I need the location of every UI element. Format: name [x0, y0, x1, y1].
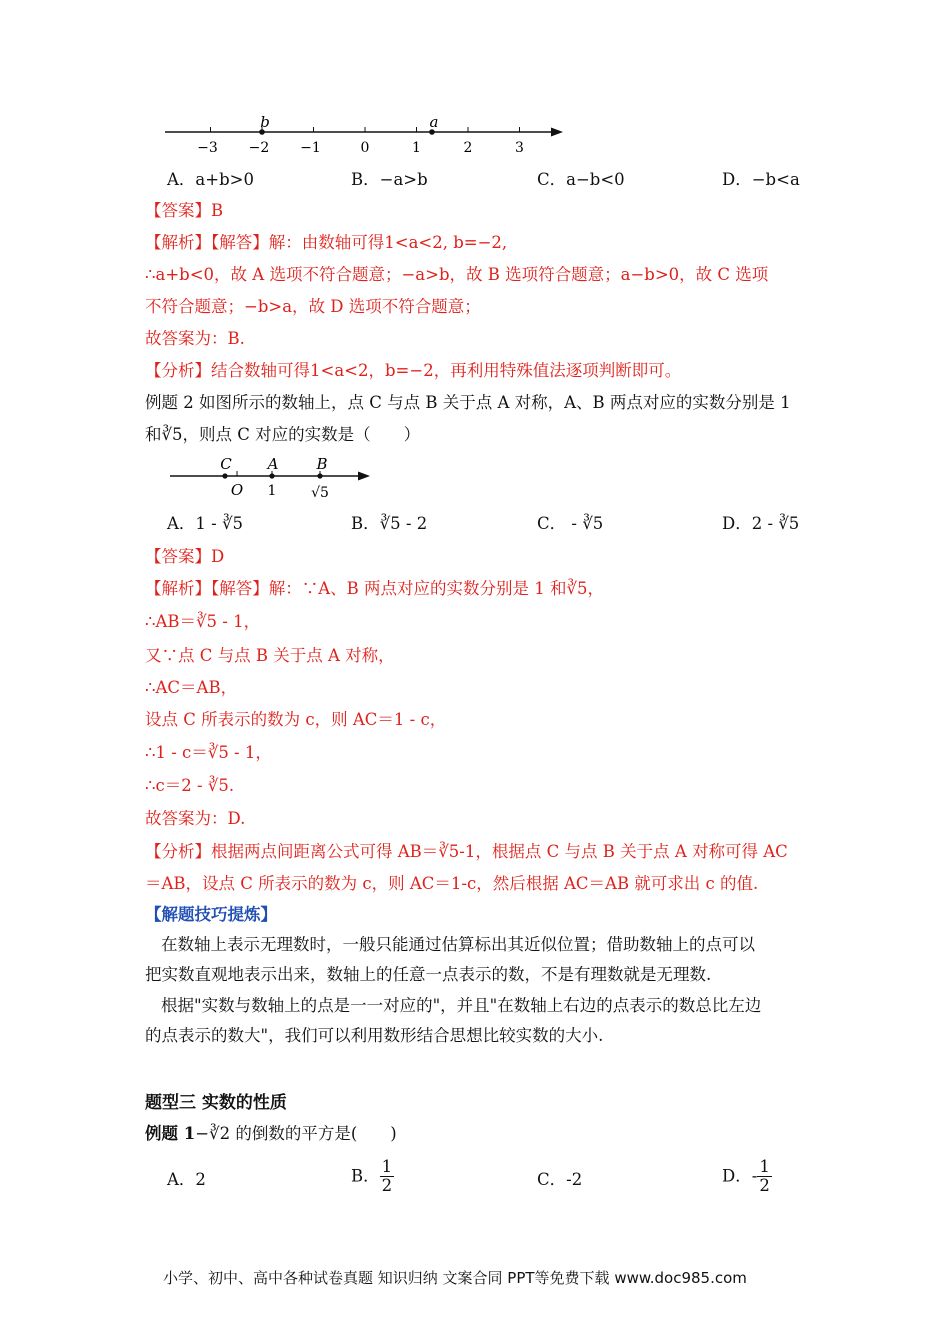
- ex1-analysis-line-4: 故答案为：B.: [145, 329, 245, 348]
- ex1-analysis-line-3: 不符合题意；−b>a，故 D 选项不符合题意；: [145, 297, 481, 316]
- section3-stem: [145, 1123, 397, 1145]
- point-b-dot: [317, 473, 322, 478]
- s3-option-c: C．-2: [537, 1170, 583, 1189]
- number-line-2: [165, 452, 380, 504]
- ex2-stem-line-1: 例题 2 如图所示的数轴上，点 C 与点 B 关于点 A 对称，A、B 两点对应的实数分别是 1: [145, 393, 791, 412]
- ex2-answer: 【答案】D: [145, 547, 225, 566]
- tips-title: 【解题技巧提炼】: [145, 905, 277, 924]
- ex2-analysis-line-4: ∴AC＝AB，: [145, 678, 238, 697]
- ex2-analysis-line-1: 【解析】【解答】解：∵A、B 两点对应的实数分别是 1 和∛5，: [145, 579, 605, 598]
- tips-para2-line-2: 的点表示的数大"，我们可以利用数形结合思想比较实数的大小.: [145, 1026, 604, 1045]
- ex2-fenxi-line-2: ＝AB，设点 C 所表示的数为 c，则 AC＝1-c，然后根据 AC＝AB 就可求出 c 的值.: [145, 874, 759, 893]
- ex2-analysis-line-8: 故答案为：D.: [145, 809, 246, 828]
- ex1-fenxi: 【分析】结合数轴可得1<a<2，b=−2，再利用特殊值法逐项判断即可。: [145, 361, 682, 380]
- tips-para1-line-1: 在数轴上表示无理数时，一般只能通过估算标出其近似位置；借助数轴上的点可以: [161, 935, 755, 954]
- s3-option-d-prefix: D．-: [722, 1166, 758, 1186]
- tick-label: −2: [248, 140, 270, 156]
- ex2-option-b: B．∛5 - 2: [351, 514, 428, 533]
- ex1-analysis-line-2: ∴a+b<0，故 A 选项不符合题意；−a>b，故 B 选项符合题意；a−b>0，故 C 选项: [145, 265, 769, 284]
- ex1-answer: 【答案】B: [145, 201, 224, 220]
- ex1-option-b: B．−a>b: [351, 170, 428, 189]
- number-line-1: [160, 112, 580, 160]
- ex2-option-c: C． - ∛5: [537, 514, 604, 533]
- fraction-numerator: 1: [759, 1157, 770, 1176]
- point-a-label: A: [267, 455, 279, 473]
- sqrt5-label: √5: [311, 485, 329, 501]
- ex2-analysis-line-7: ∴c＝2 - ∛5.: [145, 776, 235, 795]
- section3-stem-rest: −∛2 的倒数的平方是( ): [195, 1124, 397, 1143]
- point-c-label: C: [220, 455, 232, 473]
- s3-option-d-fraction: [757, 1158, 772, 1195]
- tips-para2-line-1: 根据"实数与数轴上的点是一一对应的"，并且"在数轴上右边的点表示的数总比左边: [161, 996, 762, 1015]
- point-c-dot: [222, 473, 227, 478]
- point-a-dot: [269, 473, 274, 478]
- point-b-label: B: [316, 455, 328, 473]
- fraction-denominator: 2: [381, 1176, 393, 1195]
- s3-option-b: [351, 1158, 394, 1195]
- s3-option-d: [722, 1158, 772, 1195]
- ex2-option-d: D．2 - ∛5: [722, 514, 800, 533]
- tick-label: 2: [463, 140, 473, 156]
- fraction-numerator: 1: [381, 1157, 393, 1176]
- point-a-label: a: [429, 113, 439, 131]
- ex2-analysis-line-3: 又∵点 C 与点 B 关于点 A 对称，: [145, 646, 395, 665]
- tick-label: 1: [412, 140, 421, 156]
- ex2-fenxi-line-1: 【分析】根据两点间距离公式可得 AB＝∛5-1，根据点 C 与点 B 关于点 A 对称可得 AC: [145, 842, 788, 861]
- ex1-option-c: C．a−b<0: [537, 170, 625, 189]
- s3-option-b-fraction: [380, 1158, 395, 1195]
- number-line-1-arrow: [551, 128, 563, 137]
- ex2-analysis-line-6: ∴1 - c＝∛5 - 1，: [145, 743, 272, 762]
- ex1-option-d: D．−b<a: [722, 170, 800, 189]
- ex1-option-a: A．a+b>0: [167, 170, 254, 189]
- ex2-option-a: A．1 - ∛5: [167, 514, 243, 533]
- tips-para1-line-2: 把实数直观地表示出来，数轴上的任意一点表示的数，不是有理数就是无理数.: [145, 965, 712, 984]
- tick-label: 0: [360, 140, 370, 156]
- s3-option-a: A．2: [167, 1170, 206, 1189]
- point-b-label: b: [260, 113, 270, 131]
- ex1-analysis-line-1: 【解析】【解答】解：由数轴可得1<a<2, b=−2,: [145, 233, 508, 252]
- section3-stem-prefix: 例题 1: [145, 1124, 196, 1143]
- footer-advert: 小学、初中、高中各种试卷真题 知识归纳 文案合同 PPT等免费下载 www.doc985.com: [163, 1269, 747, 1287]
- number-line-2-arrow: [358, 472, 370, 481]
- section-heading: 题型三 实数的性质: [145, 1093, 287, 1113]
- ex2-analysis-line-2: ∴AB＝∛5 - 1，: [145, 612, 261, 631]
- tick-label: 3: [515, 140, 524, 156]
- ex2-stem-line-2: 和∛5，则点 C 对应的实数是（ ）: [145, 425, 421, 444]
- ex2-analysis-line-5: 设点 C 所表示的数为 c，则 AC＝1 - c，: [145, 710, 447, 729]
- one-label: 1: [267, 483, 277, 499]
- origin-label: O: [230, 481, 244, 499]
- fraction-denominator: 2: [759, 1176, 770, 1195]
- tick-label: −3: [197, 140, 218, 156]
- s3-option-b-prefix: B．: [351, 1166, 380, 1186]
- tick-label: −1: [300, 140, 321, 156]
